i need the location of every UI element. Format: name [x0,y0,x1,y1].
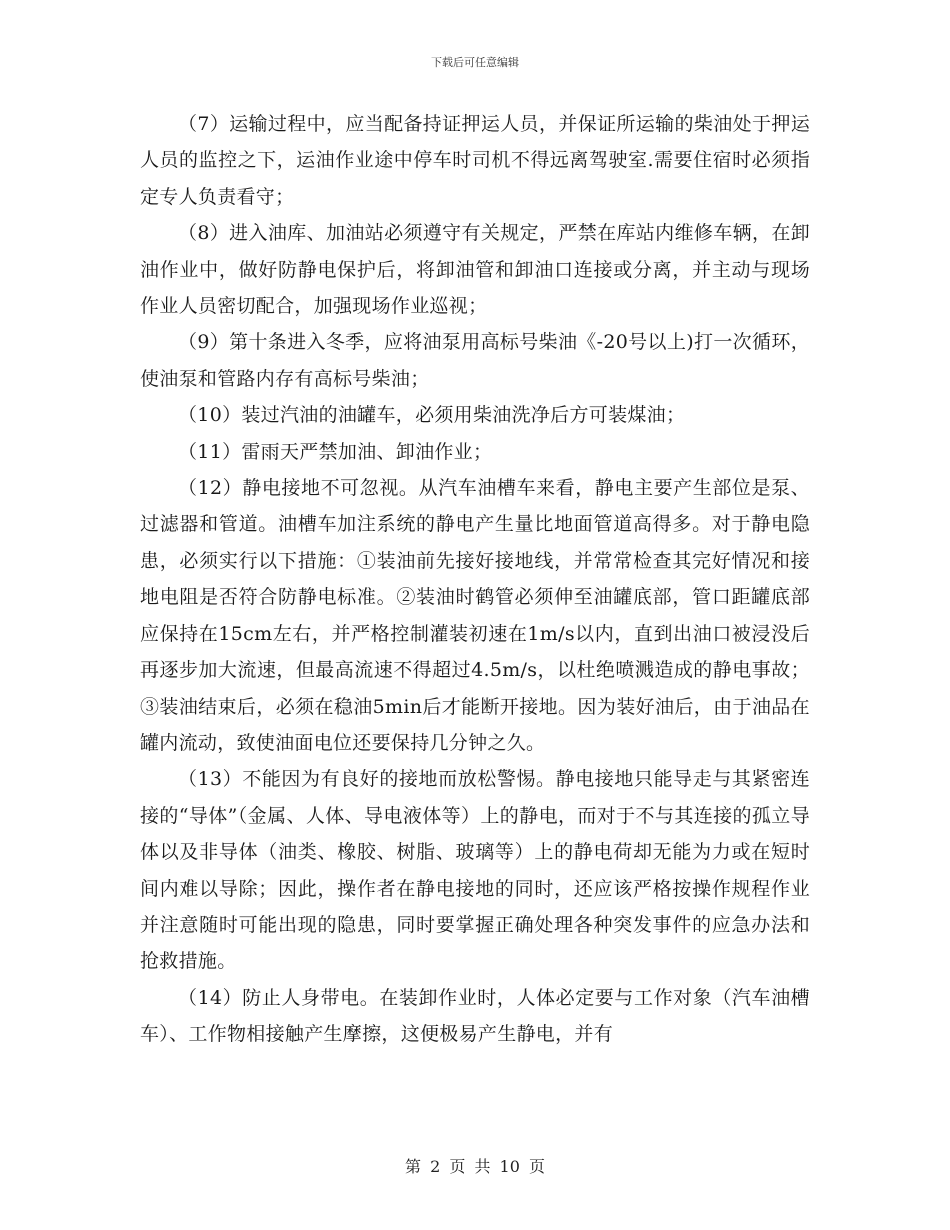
paragraph-8: （8）进入油库、加油站必须遵守有关规定，严禁在库站内维修车辆，在卸油作业中，做好防静电保护后，将卸油管和卸油口连接或分离，并主动与现场作业人员密切配合，加强现场作业巡视； [140,222,810,318]
paragraph-9: （9）第十条进入冬季，应将油泵用高标号柴油《-20号以上)打一次循环，使油泵和管路内存有高标号柴油； [140,331,810,390]
paragraph-12: （12）静电接地不可忽视。从汽车油槽车来看，静电主要产生部位是泵、过滤器和管道。油槽车加注系统的静电产生量比地面管道高得多。对于静电隐患，必须实行以下措施：①装油前先接好接地线，并常常检查其完好情况和接地电阻是否符合防静电标准。②装油时鹤管必须伸至油罐底部，管口距罐底部应保持在15cm左右，并严格控制灌装初速在1m/s以内，直到出油口被浸没后再逐步加大流速，但最高流速不得超过4.5m/s，以杜绝喷溅造成的静电事故；③装油结束后，必须在稳油5min后才能断开接地。因为装好油后，由于油品在罐内流动，致使油面电位还要保持几分钟之久。 [140,477,810,754]
paragraph-13: （13）不能因为有良好的接地而放松警惕。静电接地只能导走与其紧密连接的“导体”（金属、人体、导电液体等）上的静电，而对于不与其连接的孤立导体以及非导体（油类、橡胶、树脂、玻璃等）上的静电荷却无能为力或在短时间内难以导除；因此，操作者在静电接地的同时，还应该严格按操作规程作业并注意随时可能出现的隐患，同时要掌握正确处理各种突发事件的应急办法和抢救措施。 [140,768,810,973]
page-number-footer: 第 2 页 共 10 页 [405,1157,545,1176]
paragraph-7: （7）运输过程中，应当配备持证押运人员，并保证所运输的柴油处于押运人员的监控之下，运油作业途中停车时司机不得远离驾驶室.需要住宿时必须指定专人负责看守； [140,113,810,208]
page-header-note: 下载后可任意编辑 [431,56,519,69]
paragraph-14: （14）防止人身带电。在装卸作业时，人体必定要与工作对象（汽车油槽车）、工作物相接触产生摩擦，这便极易产生静电，并有 [140,986,810,1046]
paragraph-11: （11）雷雨天严禁加油、卸油作业； [178,440,493,463]
paragraph-10: （10）装过汽油的油罐车，必须用柴油洗净后方可装煤油； [178,404,686,427]
document-body [140,106,810,1053]
